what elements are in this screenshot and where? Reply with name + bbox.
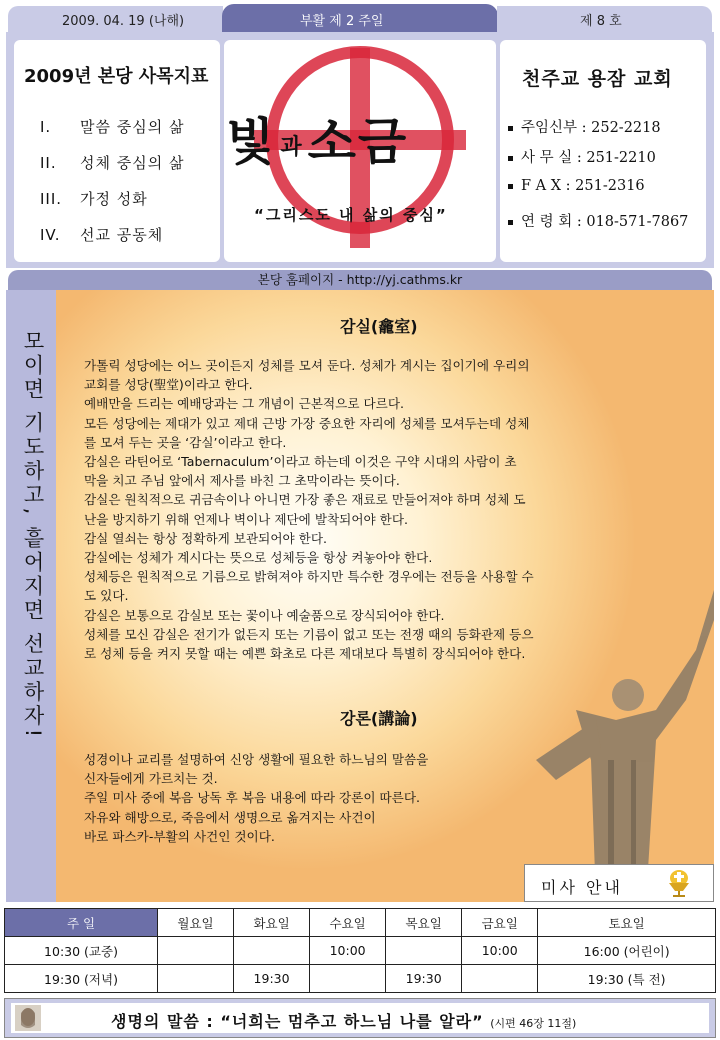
- table-header: 주 일: [5, 909, 158, 937]
- word-of-life-text: 생명의 말씀 : “너희는 멈추고 하느님 나를 알라” (시편 46장 11절): [111, 1012, 577, 1031]
- section-tabernacle-body: 가톨릭 성당에는 어느 곳이든지 성체를 모셔 둔다. 성체가 계시는 집이기에 우리의 교회를 성당(聖堂)이라고 한다. 예배만을 드리는 예배당과는 그 개념이 근본적으로 다르다. 모든 성당에는 제대가 있고 제대 근방 가장 중요한 자리에 성체를 모셔두는데 성체 를 모셔 두는 곳을 ‘감실’이라고 한다. 감실은 라틴어로 ‘Tabernaculum’이라고 하는데 이것은 구약 시대의 사람이 초 막을 치고 주님 앞에서 제사를 바친 그 초막이라는 뜻이다. 감실은 원칙적으로 귀금속이나 아니면 가장 좋은 재료로 만들어져야 하며 성체 도 난을 방지하기 위해 언제나 벽이나 제단에 발착되어야 한다. 감실 열쇠는 항상 정확하게 보관되어야 한다. 감실에는 성체가 계시다는 뜻으로 성체등을 항상 켜놓아야 한다. 성체등은 원칙적으로 기름으로 밝혀져야 하지만 특수한 경우에는 전등을 사용할 수 도 있다. 감실은 보통으로 감실보 또는 꽃이나 예술품으로 장식되어야 한다. 성체를 모신 감실은 전기가 없든지 또는 기름이 없고 또는 전쟁 때의 등화관제 등으 로 성체 등을 켜지 못할 때는 예쁜 화초로 다른 제대보다 특별히 장식되어야 한다.: [84, 358, 534, 662]
- goal-item: IV. 선교 공동체: [40, 226, 164, 244]
- side-slogan: [6, 290, 56, 902]
- article-area: [56, 290, 714, 902]
- table-cell: [158, 937, 234, 965]
- newsletter-logo-box: [224, 40, 496, 262]
- section-homily-title: 강론(講論): [340, 709, 418, 728]
- issue-date: 2009. 04. 19 (나해): [62, 14, 185, 29]
- table-cell: 16:00 (어린이): [538, 937, 716, 965]
- pastoral-goals-title: 2009년 본당 사목지표: [24, 66, 209, 87]
- slogan-text: 모이면 기도하고, 흩어지면 선교하자!: [21, 330, 45, 741]
- table-cell: [462, 965, 538, 993]
- church-name: 천주교 용잠 교회: [522, 68, 673, 90]
- jesus-portrait-icon: [15, 1005, 41, 1031]
- table-cell: [158, 965, 234, 993]
- table-row: [5, 965, 716, 993]
- table-cell: [234, 937, 310, 965]
- table-cell: 10:00: [462, 937, 538, 965]
- contact-line: F A X : 251-2316: [508, 178, 645, 194]
- section-homily-body: 성경이나 교리를 설명하여 신앙 생활에 필요한 하느님의 말씀을 신자들에게 가르치는 것. 주일 미사 중에 복음 낭독 후 복음 내용에 따라 강론이 따른다. 자유와 해방으로, 죽음에서 생명으로 옮겨지는 사건이 바로 파스카-부활의 사건인 것이다.: [84, 752, 429, 844]
- contact-line: 연 령 회 : 018-571-7867: [508, 210, 688, 231]
- table-cell: [310, 965, 386, 993]
- pastoral-goals-box: [14, 40, 220, 262]
- scripture-reference: (시편 46장 11절): [490, 1017, 577, 1030]
- church-contact-box: [500, 40, 706, 262]
- table-header: 수요일: [310, 909, 386, 937]
- mass-schedule-table: [4, 908, 716, 993]
- table-cell: 19:30 (저녁): [5, 965, 158, 993]
- goal-item: I. 말씀 중심의 삶: [40, 118, 185, 136]
- header-panel: [6, 32, 714, 268]
- issue-number: 제 8 호: [580, 14, 622, 29]
- homepage-link[interactable]: 본당 홈페이지 - http://yj.cathms.kr: [8, 270, 712, 290]
- contact-line: 주임신부 : 252-2218: [508, 116, 661, 137]
- goal-item: II. 성체 중심의 삶: [40, 154, 185, 172]
- contact-line: 사 무 실 : 251-2210: [508, 146, 656, 167]
- table-header: 목요일: [386, 909, 462, 937]
- table-cell: 19:30: [234, 965, 310, 993]
- table-cell: 19:30 (특 전): [538, 965, 716, 993]
- word-of-life-bar: [4, 998, 716, 1038]
- table-row: [5, 937, 716, 965]
- goal-item: III. 가정 성화: [40, 190, 148, 208]
- table-cell: 10:30 (교중): [5, 937, 158, 965]
- newsletter-motto: “그리스도 내 삶의 중심”: [254, 206, 448, 224]
- mass-guide-label: 미사 안내: [541, 878, 623, 897]
- chalice-icon: [663, 869, 695, 899]
- liturgical-sunday: 부활 제 2 주일: [300, 14, 384, 29]
- mass-guide-label-box: [524, 864, 714, 902]
- newsletter-title: 빛과소금: [226, 113, 409, 171]
- table-cell: 10:00: [310, 937, 386, 965]
- table-header: 월요일: [158, 909, 234, 937]
- table-header-row: [5, 909, 716, 937]
- table-header: 화요일: [234, 909, 310, 937]
- table-cell: 19:30: [386, 965, 462, 993]
- table-header: 금요일: [462, 909, 538, 937]
- table-header: 토요일: [538, 909, 716, 937]
- table-cell: [386, 937, 462, 965]
- section-tabernacle-title: 감실(龕室): [340, 317, 418, 336]
